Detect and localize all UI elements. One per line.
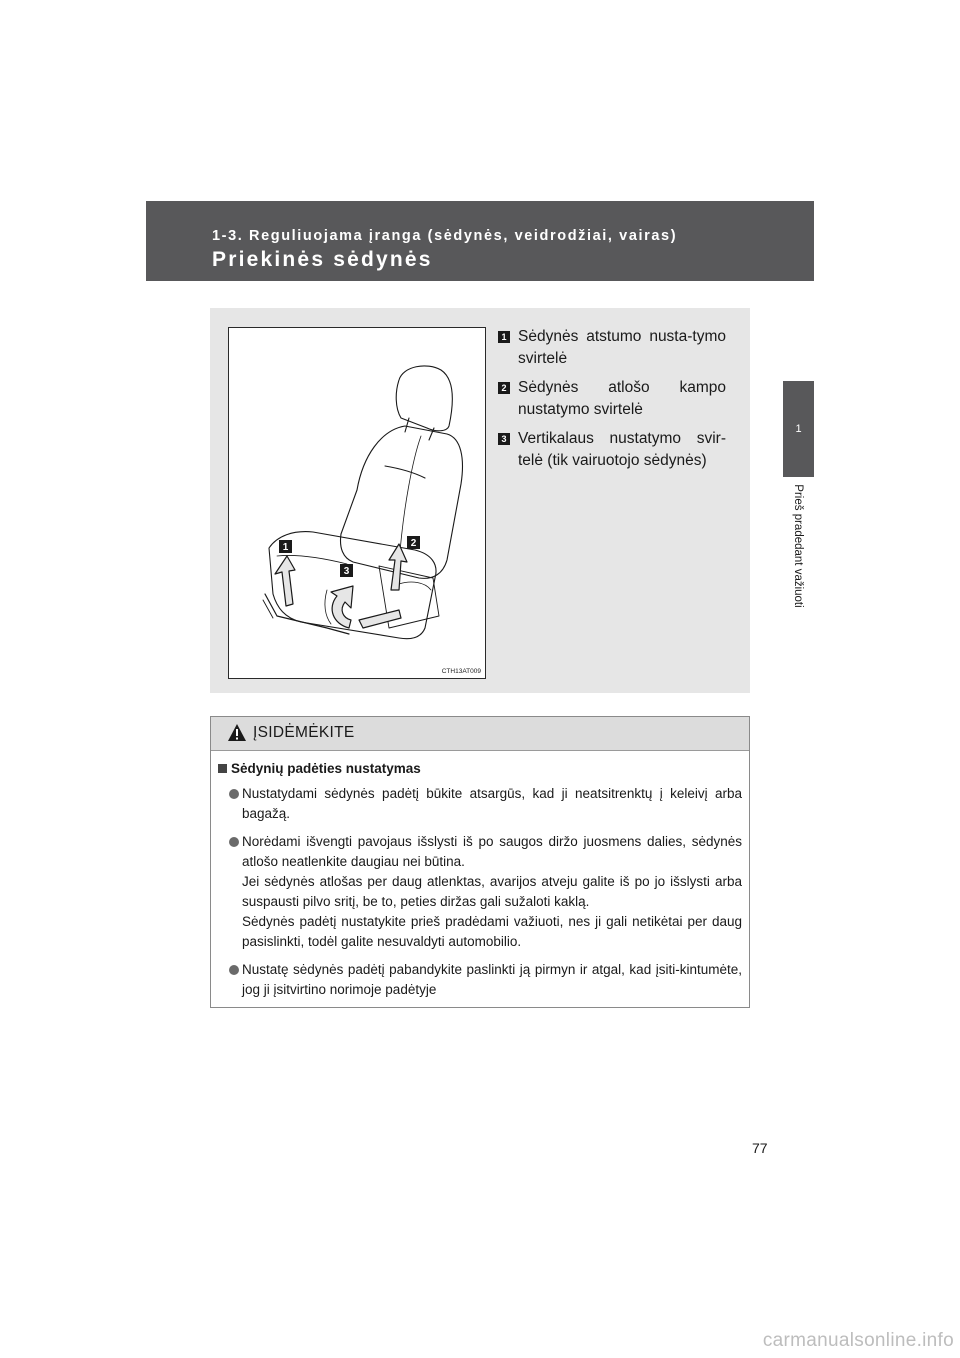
bullet-dot-icon xyxy=(229,965,239,975)
caution-bullet-text: Nustatę sėdynės padėtį pabandykite paslinkti ją pirmyn ir atgal, kad įsiti-kintumėte, jog ji įsitvirtino norimoje padėtyje xyxy=(242,962,742,997)
chapter-number: 1 xyxy=(795,423,802,435)
caution-subheading-text: Sėdynių padėties nustatymas xyxy=(231,761,421,776)
figure-panel xyxy=(210,308,750,693)
caution-subheading xyxy=(218,761,742,776)
caution-bullet-text: Nustatydami sėdynės padėtį būkite atsargūs, kad ji neatsitrenktų į keleivį arba bagažą. xyxy=(242,786,742,821)
caution-title: ĮSIDĖMĖKITE xyxy=(253,724,355,741)
legend-text: Vertikalaus nustatymo svir-telė (tik vairuotojo sėdynės) xyxy=(518,430,726,469)
section-title: 1-3. Reguliuojama įranga (sėdynės, veidrodžiai, vairas) xyxy=(212,228,678,244)
legend-text: Sėdynės atstumo nusta-tymo svirtelė xyxy=(518,328,726,367)
page-title: Priekinės sėdynės xyxy=(212,248,433,271)
caution-bullet xyxy=(218,832,742,952)
caution-bullet xyxy=(218,784,742,824)
seat-drawing xyxy=(229,328,485,678)
caution-bullet-text: Jei sėdynės atlošas per daug atlenktas, avarijos atveju galite iš po jo išslysti arba suspausti pilvo sritį, be to, peties diržas gali sužaloti kaklą. xyxy=(242,874,742,909)
page-number: 77 xyxy=(752,1140,768,1156)
caution-box xyxy=(210,716,750,1008)
callout-3 xyxy=(340,564,353,577)
legend-number: 1 xyxy=(498,331,510,343)
caution-bullet-text: Sėdynės padėtį nustatykite prieš pradėdami važiuoti, nes ji gali netikėtai per daug pasislinkti, todėl galite nesuvaldyti automobilio. xyxy=(242,914,742,949)
callout-3-label: 3 xyxy=(343,566,350,577)
legend-text: Sėdynės atlošo kampo nustatymo svirtelė xyxy=(518,379,726,418)
callout-2 xyxy=(407,536,420,549)
legend-item xyxy=(498,428,726,472)
legend-item xyxy=(498,326,726,370)
bullet-dot-icon xyxy=(229,837,239,847)
chapter-tab xyxy=(783,381,814,477)
caution-bullet xyxy=(218,960,742,1000)
caution-bullet-text: Norėdami išvengti pavojaus išslysti iš po saugos diržo juosmens dalies, sėdynės atlošo neatlenkite daugiau nei būtina. xyxy=(242,834,742,869)
callout-1 xyxy=(279,540,292,553)
chapter-header xyxy=(146,201,814,281)
legend-number: 2 xyxy=(498,382,510,394)
caution-body xyxy=(211,751,749,1000)
bullet-dot-icon xyxy=(229,789,239,799)
figure-code: CTH13AT009 xyxy=(441,668,481,675)
legend-number: 3 xyxy=(498,433,510,445)
callout-2-label: 2 xyxy=(410,538,417,549)
chapter-label: Prieš pradedant važiuoti xyxy=(792,484,804,608)
figure-legend xyxy=(498,326,726,479)
legend-item xyxy=(498,377,726,421)
watermark: carmanualsonline.info xyxy=(762,1330,954,1351)
warning-icon xyxy=(227,723,247,742)
seat-illustration xyxy=(228,327,486,679)
square-bullet-icon xyxy=(218,764,227,773)
caution-header xyxy=(211,717,749,751)
callout-1-label: 1 xyxy=(282,542,289,553)
